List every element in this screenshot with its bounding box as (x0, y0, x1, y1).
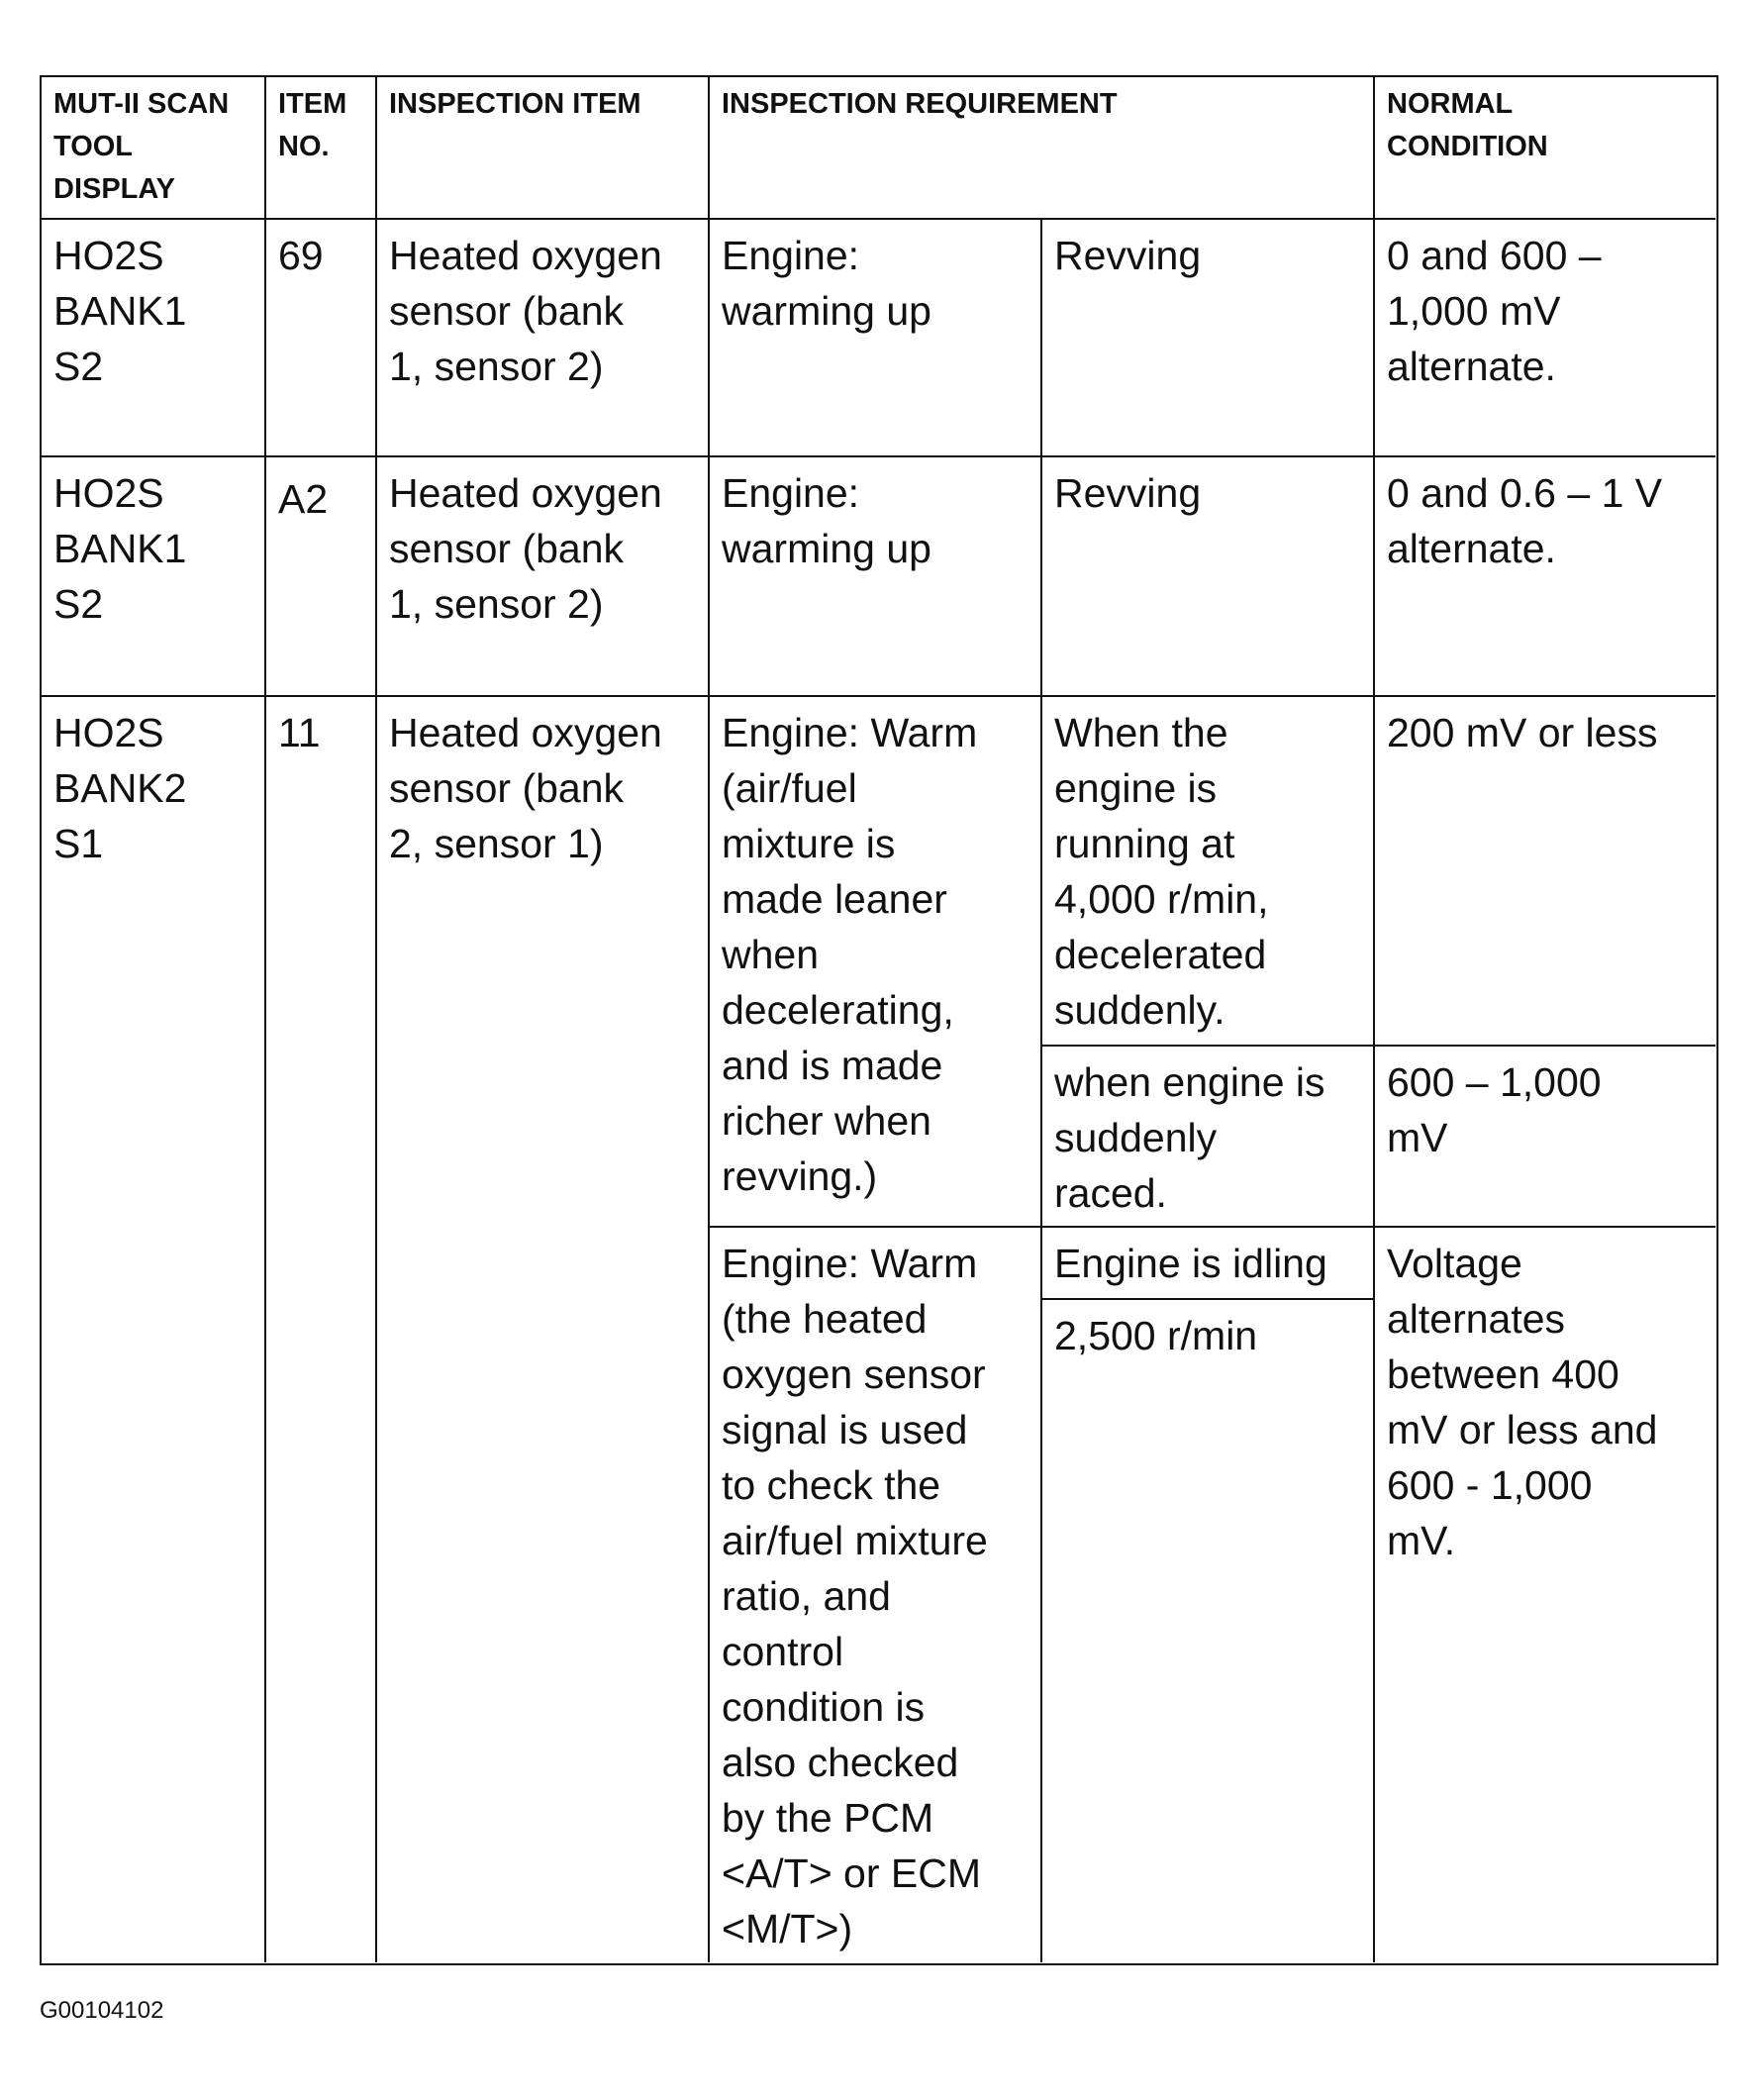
row3-requirement-a: Engine: Warm (air/fuel mixture is made leaner when decelerating, and is made richer when revving.) (710, 697, 1042, 1228)
row3-normal-a1: 200 mV or less (1375, 697, 1715, 1047)
inspection-table (40, 75, 1718, 1965)
row1-inspection-item: Heated oxygen sensor (bank 1, sensor 2) (377, 220, 710, 457)
header-inspection-requirement: INSPECTION REQUIREMENT (710, 77, 1375, 220)
row3-requirement-b: Engine: Warm (the heated oxygen sensor signal is used to check the air/fuel mixture ratio, and control condition is also checked by the PCM <A/T> or ECM <M/T>) (710, 1228, 1042, 1962)
row3-normal-b: Voltage alternates between 400 mV or less and 600 - 1,000 mV. (1387, 1241, 1658, 1563)
row1-normal: 0 and 600 – 1,000 mV alternate. (1375, 220, 1715, 457)
row2-item-no: A2 (266, 457, 377, 697)
row2-display: HO2S BANK1 S2 (42, 457, 266, 697)
header-scan-tool-display: MUT-II SCAN TOOL DISPLAY (42, 77, 266, 220)
row3-item-no: 11 (266, 697, 377, 1962)
row1-item-no: 69 (266, 220, 377, 457)
header-item-no: ITEM NO. (266, 77, 377, 220)
row3-condition-b1: Engine is idling (1042, 1228, 1375, 1300)
figure-code: G00104102 (40, 1997, 164, 2024)
row3-display: HO2S BANK2 S1 (42, 697, 266, 1962)
header-normal-condition: NORMAL CONDITION (1375, 77, 1715, 220)
row3-condition-a2: when engine is suddenly raced. (1042, 1047, 1375, 1228)
row1-requirement: Engine: warming up (710, 220, 1042, 457)
row3-inspection-item: Heated oxygen sensor (bank 2, sensor 1) (377, 697, 710, 1962)
row3-condition-b2: 2,500 r/min (1042, 1300, 1375, 1962)
row2-requirement: Engine: warming up (710, 457, 1042, 697)
row2-normal: 0 and 0.6 – 1 V alternate. (1375, 457, 1715, 697)
row3-normal-a2: 600 – 1,000 mV (1375, 1047, 1715, 1228)
header-inspection-item: INSPECTION ITEM (377, 77, 710, 220)
row1-display: HO2S BANK1 S2 (42, 220, 266, 457)
row2-inspection-item: Heated oxygen sensor (bank 1, sensor 2) (377, 457, 710, 697)
row2-condition: Revving (1042, 457, 1375, 697)
row1-condition: Revving (1042, 220, 1375, 457)
row3-condition-a1: When the engine is running at 4,000 r/min, decelerated suddenly. (1042, 697, 1375, 1047)
